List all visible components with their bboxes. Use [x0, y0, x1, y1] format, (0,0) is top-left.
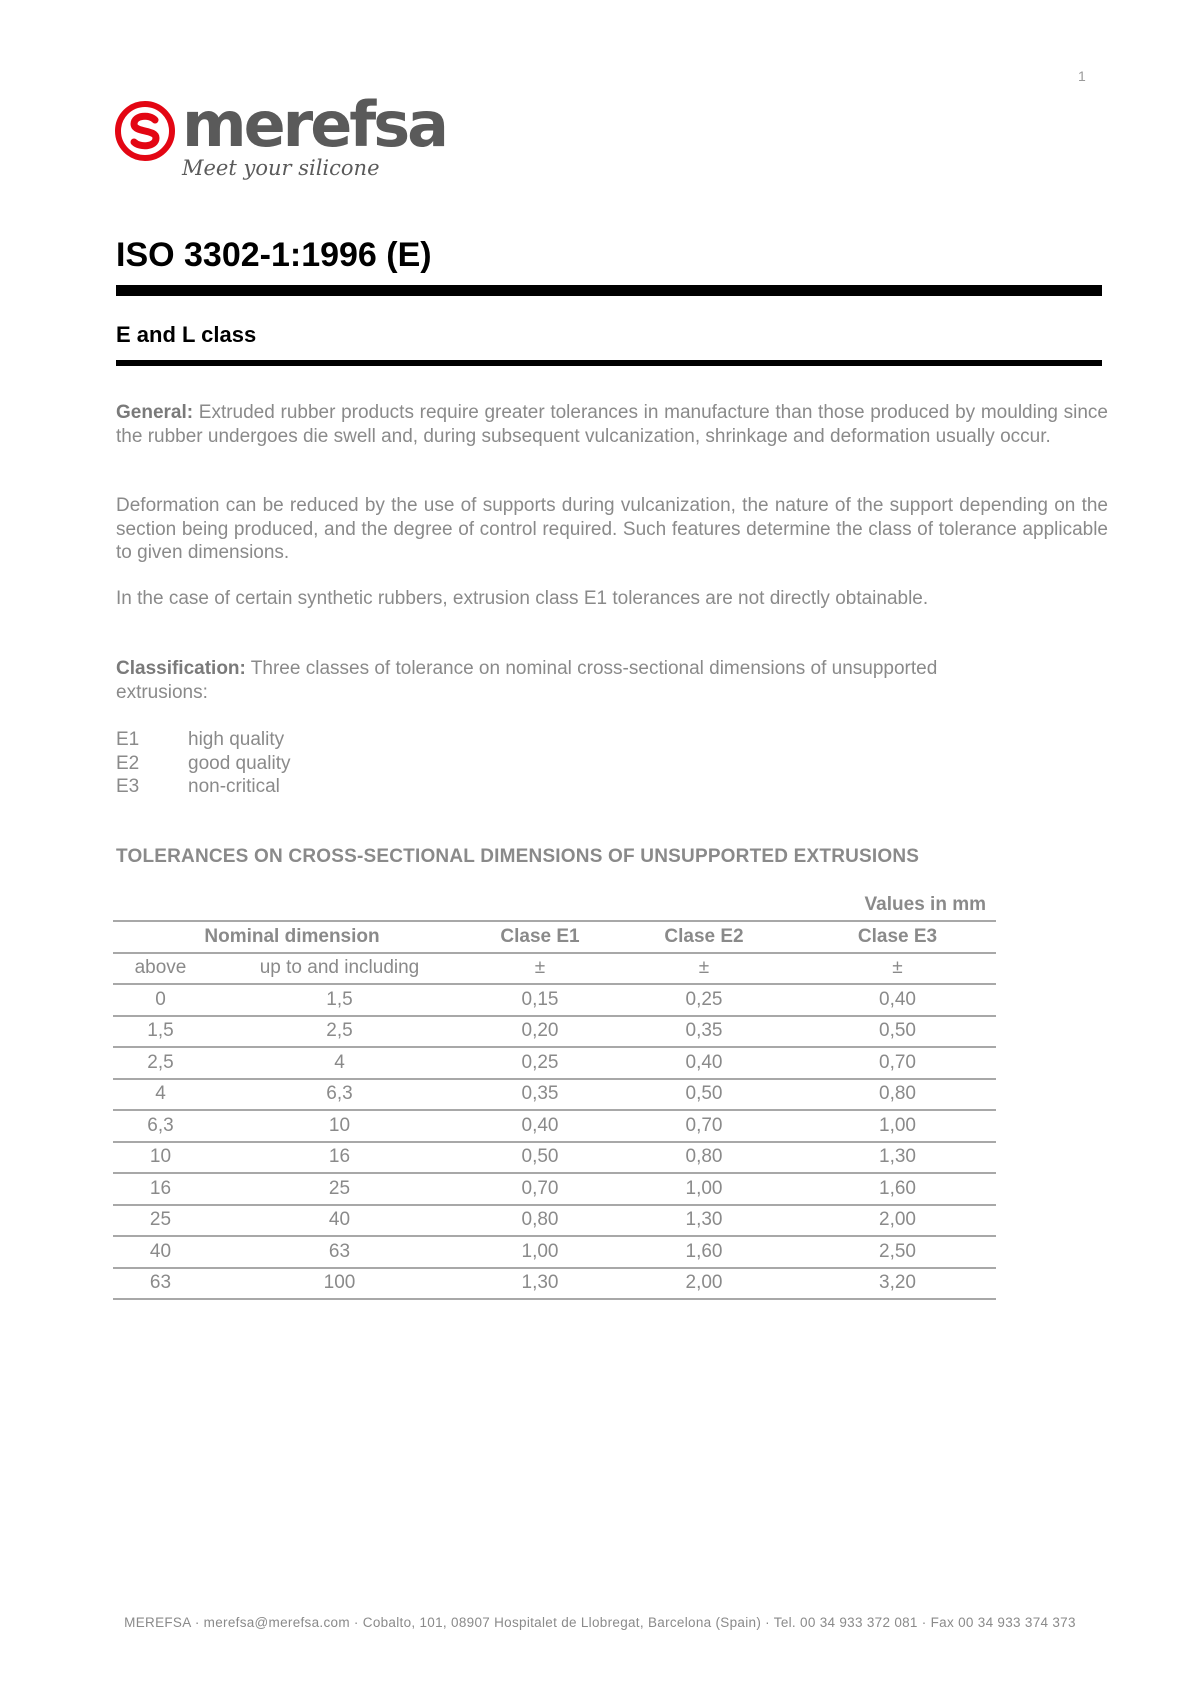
cell-e2: 0,35 — [609, 1016, 799, 1048]
header-clase-e2: Clase E2 — [609, 921, 799, 953]
merefsa-logo — [114, 88, 446, 190]
cell-up-to: 4 — [208, 1047, 471, 1079]
table-header-row — [113, 921, 996, 953]
cell-e2: 0,70 — [609, 1110, 799, 1142]
table-body — [113, 984, 996, 1299]
cell-up-to: 16 — [208, 1142, 471, 1174]
class-item — [116, 752, 290, 776]
cell-e3: 2,50 — [799, 1236, 996, 1268]
logo-tagline: Meet your silicone — [182, 156, 380, 180]
cell-e3: 0,70 — [799, 1047, 996, 1079]
cell-up-to: 100 — [208, 1268, 471, 1300]
subheader-plusminus: ± — [471, 953, 609, 985]
subheader-up-to: up to and including — [208, 953, 471, 985]
subtitle-divider — [116, 360, 1102, 366]
cell-up-to: 63 — [208, 1236, 471, 1268]
cell-e1: 0,80 — [471, 1205, 609, 1237]
table-row — [113, 984, 996, 1016]
class-description: non-critical — [188, 776, 280, 797]
section-subtitle: E and L class — [116, 322, 257, 347]
cell-above: 1,5 — [113, 1016, 208, 1048]
table-row — [113, 1173, 996, 1205]
header-clase-e3: Clase E3 — [799, 921, 996, 953]
cell-e3: 0,50 — [799, 1016, 996, 1048]
cell-above: 6,3 — [113, 1110, 208, 1142]
subheader-plusminus: ± — [799, 953, 996, 985]
cell-e1: 1,30 — [471, 1268, 609, 1300]
cell-above: 16 — [113, 1173, 208, 1205]
cell-e1: 1,00 — [471, 1236, 609, 1268]
cell-e3: 3,20 — [799, 1268, 996, 1300]
cell-e3: 1,30 — [799, 1142, 996, 1174]
table-subheader-row — [113, 953, 996, 985]
cell-e2: 0,50 — [609, 1079, 799, 1111]
tolerance-table — [113, 920, 996, 1300]
cell-e2: 0,40 — [609, 1047, 799, 1079]
classification-paragraph — [116, 657, 1016, 704]
cell-e3: 1,60 — [799, 1173, 996, 1205]
synthetic-rubbers-paragraph: In the case of certain synthetic rubbers, extrusion class E1 tolerances are not directly obtainable. — [116, 588, 929, 609]
cell-e1: 0,15 — [471, 984, 609, 1016]
logo-s-icon — [114, 100, 176, 162]
classification-text: Three classes of tolerance on nominal cross-sectional dimensions of unsupported extrusions: — [116, 658, 938, 703]
document-title: ISO 3302-1:1996 (E) — [116, 236, 432, 274]
cell-e2: 0,80 — [609, 1142, 799, 1174]
table-units: Values in mm — [864, 894, 986, 915]
cell-up-to: 6,3 — [208, 1079, 471, 1111]
logo-wordmark: merefsa — [182, 88, 446, 161]
general-label: General: — [116, 402, 194, 423]
cell-above: 0 — [113, 984, 208, 1016]
deformation-paragraph: Deformation can be reduced by the use of supports during vulcanization, the nature of the support depending on the section being produced, and the degree of control required. Such features determine the class of tolerance applicable to given dimensions. — [116, 495, 1108, 563]
table-row — [113, 1236, 996, 1268]
cell-e2: 2,00 — [609, 1268, 799, 1300]
class-code: E2 — [116, 752, 140, 774]
table-row — [113, 1205, 996, 1237]
cell-e3: 0,40 — [799, 984, 996, 1016]
class-list — [116, 728, 290, 799]
classification-label: Classification: — [116, 658, 246, 679]
cell-e2: 0,25 — [609, 984, 799, 1016]
cell-e2: 1,60 — [609, 1236, 799, 1268]
cell-up-to: 10 — [208, 1110, 471, 1142]
cell-e1: 0,25 — [471, 1047, 609, 1079]
table-row — [113, 1079, 996, 1111]
table-row — [113, 1110, 996, 1142]
cell-up-to: 2,5 — [208, 1016, 471, 1048]
page-number: 1 — [1078, 68, 1086, 84]
cell-e1: 0,20 — [471, 1016, 609, 1048]
class-code: E1 — [116, 729, 140, 750]
class-code: E3 — [116, 776, 140, 797]
class-description: high quality — [188, 729, 285, 750]
cell-e2: 1,00 — [609, 1173, 799, 1205]
cell-e1: 0,35 — [471, 1079, 609, 1111]
cell-e1: 0,50 — [471, 1142, 609, 1174]
table-row — [113, 1016, 996, 1048]
general-text: Extruded rubber products require greater tolerances in manufacture than those produced by moulding since the rubber undergoes die swell and, during subsequent vulcanization, shrinkage and deformation usually occur. — [116, 402, 1108, 447]
header-nominal-dimension: Nominal dimension — [113, 921, 471, 953]
title-divider — [116, 285, 1102, 296]
cell-above: 4 — [113, 1079, 208, 1111]
table-row — [113, 1268, 996, 1300]
general-paragraph — [116, 401, 1108, 448]
cell-up-to: 40 — [208, 1205, 471, 1237]
cell-above: 2,5 — [113, 1047, 208, 1079]
cell-up-to: 25 — [208, 1173, 471, 1205]
table-title: TOLERANCES ON CROSS-SECTIONAL DIMENSIONS OF UNSUPPORTED EXTRUSIONS — [116, 846, 920, 867]
cell-above: 63 — [113, 1268, 208, 1300]
cell-e3: 1,00 — [799, 1110, 996, 1142]
cell-e3: 2,00 — [799, 1205, 996, 1237]
cell-e2: 1,30 — [609, 1205, 799, 1237]
class-item — [116, 728, 290, 752]
table-row — [113, 1142, 996, 1174]
cell-up-to: 1,5 — [208, 984, 471, 1016]
cell-e1: 0,70 — [471, 1173, 609, 1205]
cell-above: 40 — [113, 1236, 208, 1268]
footer: MEREFSA · merefsa@merefsa.com · Cobalto, 101, 08907 Hospitalet de Llobregat, Barcelona (Spain) · Tel. 00 34 933 372 081 · Fax 00 34 933 374 373 — [124, 1615, 1076, 1630]
cell-e3: 0,80 — [799, 1079, 996, 1111]
class-description: good quality — [188, 752, 291, 774]
cell-above: 10 — [113, 1142, 208, 1174]
cell-e1: 0,40 — [471, 1110, 609, 1142]
class-item — [116, 775, 290, 799]
table-row — [113, 1047, 996, 1079]
cell-above: 25 — [113, 1205, 208, 1237]
subheader-plusminus: ± — [609, 953, 799, 985]
subheader-above: above — [113, 953, 208, 985]
header-clase-e1: Clase E1 — [471, 921, 609, 953]
